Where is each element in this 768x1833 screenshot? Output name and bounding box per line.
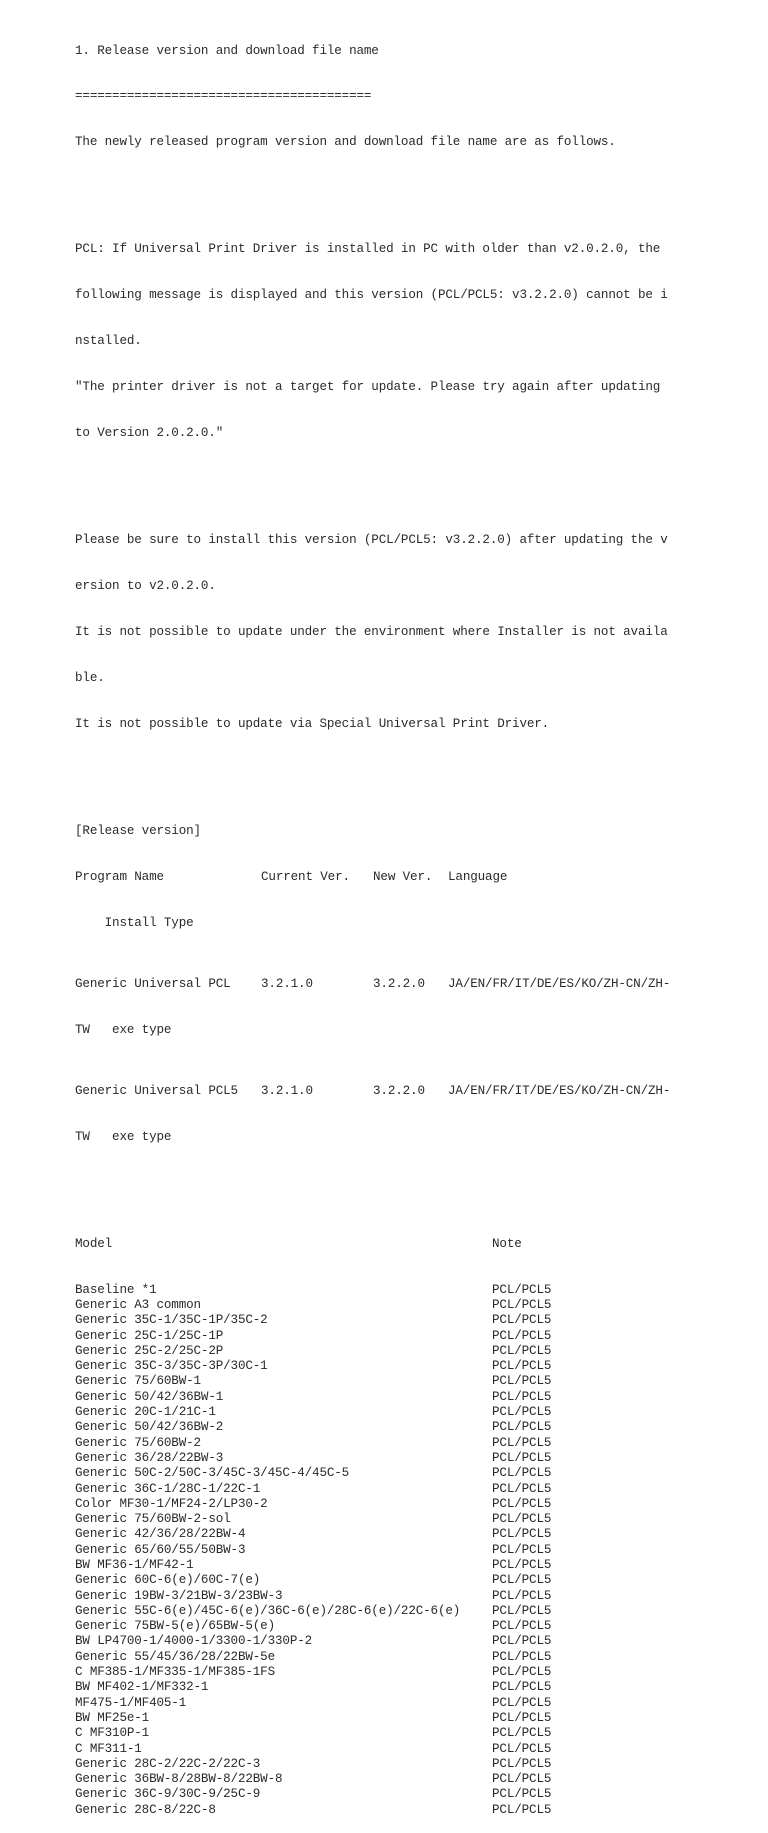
model-note: PCL/PCL5 [492, 1588, 552, 1603]
model-row [75, 1558, 685, 1573]
release-program-name: Generic Universal PCL5 [75, 1083, 238, 1098]
install-note-line: ersion to v2.0.2.0. [75, 578, 216, 593]
model-name: Generic 55C-6(e)/45C-6(e)/36C-6(e)/28C-6(e)/22C-6(e) [75, 1603, 461, 1618]
intro-text: The newly released program version and download file name are as follows. [75, 135, 616, 150]
model-row [75, 1482, 685, 1497]
model-row [75, 1573, 685, 1588]
model-name: Generic 65/60/55/50BW-3 [75, 1542, 246, 1557]
install-note-line: It is not possible to update via Special Universal Print Driver. [75, 716, 550, 731]
model-name: Generic 36BW-8/28BW-8/22BW-8 [75, 1772, 283, 1787]
model-name: C MF310P-1 [75, 1726, 150, 1741]
model-name: Generic 42/36/28/22BW-4 [75, 1527, 246, 1542]
header-model: Model [75, 1236, 113, 1251]
model-row [75, 1329, 685, 1344]
model-row [75, 1619, 685, 1634]
model-row [75, 1787, 685, 1802]
model-row [75, 1466, 685, 1481]
model-row [75, 1512, 685, 1527]
model-row [75, 1604, 685, 1619]
models-table-header [75, 1237, 685, 1252]
model-name: Generic 36/28/22BW-3 [75, 1450, 224, 1465]
model-note: PCL/PCL5 [492, 1634, 552, 1649]
model-name: C MF385-1/MF335-1/MF385-1FS [75, 1665, 276, 1680]
model-row [75, 1390, 685, 1405]
model-note: PCL/PCL5 [492, 1542, 552, 1557]
model-row [75, 1420, 685, 1435]
model-note: PCL/PCL5 [492, 1710, 552, 1725]
model-note: PCL/PCL5 [492, 1695, 552, 1710]
release-new-ver: 3.2.2.0 [373, 976, 425, 991]
model-name: Color MF30-1/MF24-2/LP30-2 [75, 1496, 268, 1511]
model-row [75, 1359, 685, 1374]
model-row [75, 1405, 685, 1420]
model-row [75, 1665, 685, 1680]
model-note: PCL/PCL5 [492, 1450, 552, 1465]
model-name: Generic 50/42/36BW-2 [75, 1420, 224, 1435]
model-note: PCL/PCL5 [492, 1481, 552, 1496]
model-row [75, 1298, 685, 1313]
model-name: Generic 19BW-3/21BW-3/23BW-3 [75, 1588, 283, 1603]
release-row-wrap: TW exe type [75, 1022, 172, 1037]
model-note: PCL/PCL5 [492, 1756, 552, 1771]
model-row [75, 1497, 685, 1512]
header-current-ver: Current Ver. [261, 869, 350, 884]
release-new-ver: 3.2.2.0 [373, 1083, 425, 1098]
model-row [75, 1726, 685, 1741]
model-note: PCL/PCL5 [492, 1619, 552, 1634]
model-name: Generic 75BW-5(e)/65BW-5(e) [75, 1619, 276, 1634]
model-row [75, 1634, 685, 1649]
spacer [75, 472, 685, 487]
model-note: PCL/PCL5 [492, 1527, 552, 1542]
heading-rule: ======================================== [75, 89, 372, 104]
model-note: PCL/PCL5 [492, 1772, 552, 1787]
model-row [75, 1313, 685, 1328]
model-row [75, 1650, 685, 1665]
model-row [75, 1283, 685, 1298]
model-note: PCL/PCL5 [492, 1297, 552, 1312]
model-name: Generic 20C-1/21C-1 [75, 1405, 216, 1420]
model-note: PCL/PCL5 [492, 1328, 552, 1343]
release-current-ver: 3.2.1.0 [261, 976, 313, 991]
model-name: Generic 50/42/36BW-1 [75, 1389, 224, 1404]
spacer [75, 181, 685, 196]
model-name: Generic 28C-2/22C-2/22C-3 [75, 1756, 261, 1771]
model-row [75, 1436, 685, 1451]
model-row [75, 1742, 685, 1757]
model-row [75, 1589, 685, 1604]
model-name: Generic 28C-8/22C-8 [75, 1802, 216, 1817]
model-note: PCL/PCL5 [492, 1420, 552, 1435]
section-heading: 1. Release version and download file name [75, 43, 379, 58]
model-note: PCL/PCL5 [492, 1282, 552, 1297]
model-name: Generic 60C-6(e)/60C-7(e) [75, 1573, 261, 1588]
model-name: Generic 36C-9/30C-9/25C-9 [75, 1787, 261, 1802]
pcl-note-line: "The printer driver is not a target for update. Please try again after updating [75, 380, 661, 395]
model-note: PCL/PCL5 [492, 1359, 552, 1374]
model-name: Generic 75/60BW-2 [75, 1435, 201, 1450]
model-row [75, 1711, 685, 1726]
model-note: PCL/PCL5 [492, 1741, 552, 1756]
spacer [75, 763, 685, 778]
pcl-note-line: following message is displayed and this version (PCL/PCL5: v3.2.2.0) cannot be i [75, 288, 668, 303]
release-program-name: Generic Universal PCL [75, 976, 231, 991]
model-row [75, 1344, 685, 1359]
pcl-note-line: PCL: If Universal Print Driver is installed in PC with older than v2.0.2.0, the [75, 242, 661, 257]
models-list [75, 1283, 685, 1818]
release-row [75, 1084, 685, 1099]
release-current-ver: 3.2.1.0 [261, 1083, 313, 1098]
model-note: PCL/PCL5 [492, 1405, 552, 1420]
release-row [75, 977, 685, 992]
release-section-title: [Release version] [75, 823, 201, 838]
model-note: PCL/PCL5 [492, 1496, 552, 1511]
header-note: Note [492, 1236, 522, 1251]
header-program-name: Program Name [75, 869, 164, 884]
install-note-line: Please be sure to install this version (PCL/PCL5: v3.2.2.0) after updating the v [75, 533, 668, 548]
release-language: JA/EN/FR/IT/DE/ES/KO/ZH-CN/ZH- [448, 976, 671, 991]
model-name: MF475-1/MF405-1 [75, 1695, 187, 1710]
model-note: PCL/PCL5 [492, 1787, 552, 1802]
model-name: BW LP4700-1/4000-1/3300-1/330P-2 [75, 1634, 313, 1649]
model-row [75, 1696, 685, 1711]
install-note-line: ble. [75, 670, 105, 685]
model-note: PCL/PCL5 [492, 1389, 552, 1404]
model-note: PCL/PCL5 [492, 1573, 552, 1588]
release-table-header [75, 870, 685, 885]
model-row [75, 1451, 685, 1466]
install-note-line: It is not possible to update under the environment where Installer is not availa [75, 624, 668, 639]
pcl-note-line: nstalled. [75, 334, 142, 349]
model-name: Generic 35C-1/35C-1P/35C-2 [75, 1313, 268, 1328]
spacer [75, 1176, 685, 1191]
model-name: BW MF36-1/MF42-1 [75, 1557, 194, 1572]
model-note: PCL/PCL5 [492, 1435, 552, 1450]
model-name: Generic A3 common [75, 1297, 201, 1312]
model-name: Generic 35C-3/35C-3P/30C-1 [75, 1359, 268, 1374]
document-body [75, 13, 685, 1833]
model-name: Generic 75/60BW-2-sol [75, 1512, 231, 1527]
model-note: PCL/PCL5 [492, 1466, 552, 1481]
model-name: Generic 50C-2/50C-3/45C-3/45C-4/45C-5 [75, 1466, 350, 1481]
model-row [75, 1374, 685, 1389]
model-name: Generic 25C-1/25C-1P [75, 1328, 224, 1343]
header-language: Language [448, 869, 508, 884]
header-new-ver: New Ver. [373, 869, 433, 884]
model-note: PCL/PCL5 [492, 1802, 552, 1817]
model-name: BW MF402-1/MF332-1 [75, 1680, 209, 1695]
model-note: PCL/PCL5 [492, 1726, 552, 1741]
release-row-wrap: TW exe type [75, 1129, 172, 1144]
model-note: PCL/PCL5 [492, 1680, 552, 1695]
model-name: C MF311-1 [75, 1741, 142, 1756]
model-row [75, 1757, 685, 1772]
model-name: Generic 25C-2/25C-2P [75, 1343, 224, 1358]
release-language: JA/EN/FR/IT/DE/ES/KO/ZH-CN/ZH- [448, 1083, 671, 1098]
model-note: PCL/PCL5 [492, 1557, 552, 1572]
model-note: PCL/PCL5 [492, 1603, 552, 1618]
model-note: PCL/PCL5 [492, 1343, 552, 1358]
model-row [75, 1680, 685, 1695]
model-name: Generic 55/45/36/28/22BW-5e [75, 1649, 276, 1664]
model-name: Baseline *1 [75, 1282, 157, 1297]
model-name: BW MF25e-1 [75, 1710, 150, 1725]
model-name: Generic 75/60BW-1 [75, 1374, 201, 1389]
model-row [75, 1803, 685, 1818]
model-note: PCL/PCL5 [492, 1313, 552, 1328]
header-install-type: Install Type [75, 915, 194, 930]
model-row [75, 1772, 685, 1787]
model-note: PCL/PCL5 [492, 1649, 552, 1664]
model-row [75, 1527, 685, 1542]
model-note: PCL/PCL5 [492, 1512, 552, 1527]
pcl-note-line: to Version 2.0.2.0." [75, 426, 224, 441]
model-note: PCL/PCL5 [492, 1374, 552, 1389]
model-note: PCL/PCL5 [492, 1665, 552, 1680]
model-name: Generic 36C-1/28C-1/22C-1 [75, 1481, 261, 1496]
model-row [75, 1543, 685, 1558]
